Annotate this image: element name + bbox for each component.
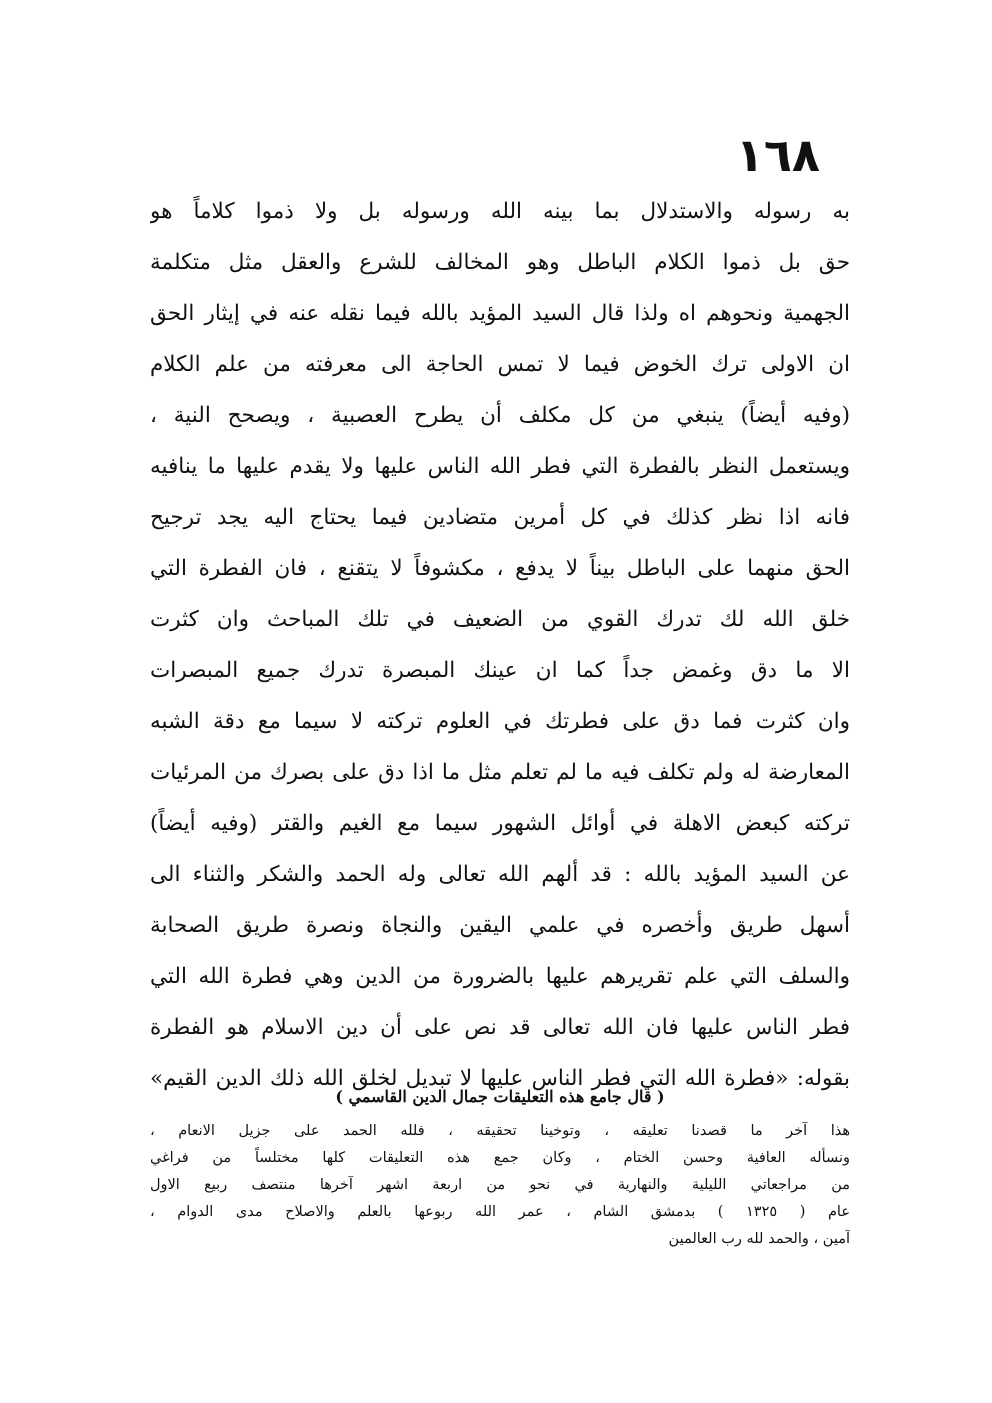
footnote-line: آمين ، والحمد لله رب العالمين — [668, 1231, 850, 1247]
text-line: به رسوله والاستدلال بما بينه الله ورسوله بل ولا ذموا كلاماً هو — [150, 199, 850, 224]
text-line: الا ما دق وغمض جداً كما ان عينك المبصرة تدرك جميع المبصرات — [150, 658, 850, 683]
text-line: الحق منهما على الباطل بيناً لا يدفع ، مكشوفاً لا يتقنع ، فان الفطرة التي — [150, 556, 850, 581]
main-text-block — [150, 186, 850, 1104]
text-line: (وفيه أيضاً) ينبغي من كل مكلف أن يطرح العصبية ، ويصحح النية ، — [150, 403, 850, 428]
text-line: وان كثرت فما دق على فطرتك في العلوم تركته لا سيما مع دقة الشبه — [150, 709, 850, 734]
footnote-line: عام ( ١٣٢٥ ) بدمشق الشام ، عمر الله ربوعها بالعلم والاصلاح مدى الدوام ، — [150, 1204, 850, 1220]
footnote-line: ونسأله العافية وحسن الختام ، وكان جمع هذه التعليقات كلها مختلساً من فراغي — [150, 1150, 850, 1166]
text-line: ان الاولى ترك الخوض فيما لا تمس الحاجة الى معرفته من علم الكلام — [150, 352, 850, 377]
text-line: والسلف التي علم تقريرهم عليها بالضرورة من الدين وهي فطرة الله التي — [150, 964, 850, 989]
text-line: الجهمية ونحوهم اه ولذا قال السيد المؤيد بالله فيما نقله عنه في إيثار الحق — [150, 301, 850, 326]
footnote-line: هذا آخر ما قصدنا تعليقه ، وتوخينا تحقيقه ، فلله الحمد على جزيل الانعام ، — [150, 1123, 850, 1139]
footnote-line: من مراجعاتي الليلية والنهارية في نحو من اربعة اشهر آخرها منتصف ربيع الاول — [150, 1177, 850, 1193]
text-line: أسهل طريق وأخصره في علمي اليقين والنجاة ونصرة طريق الصحابة — [150, 913, 850, 938]
text-line: خلق الله لك تدرك القوي من الضعيف في تلك المباحث وان كثرت — [150, 607, 850, 632]
text-line: تركته كبعض الاهلة في أوائل الشهور سيما مع الغيم والقتر (وفيه أيضاً) — [150, 811, 850, 836]
text-line: حق بل ذموا الكلام الباطل وهو المخالف للشرع والعقل مثل متكلمة — [150, 250, 850, 275]
text-line: بقوله: «فطرة الله التي فطر الناس عليها لا تبديل لخلق الله ذلك الدين القيم» — [150, 1066, 850, 1091]
page-number: ١٦٨ — [735, 128, 820, 182]
text-line: المعارضة له ولم تكلف فيه ما لم تعلم مثل ما اذا دق على بصرك من المرئيات — [150, 760, 850, 785]
footnote-block — [150, 1118, 850, 1253]
text-line: عن السيد المؤيد بالله : قد ألهم الله تعالى وله الحمد والشكر والثناء الى — [150, 862, 850, 887]
footnote-heading: ( قال جامع هذه التعليقات جمال الدين القاسمي ) — [335, 1087, 665, 1106]
text-line: فطر الناس عليها فان الله تعالى قد نص على أن دين الاسلام هو الفطرة — [150, 1015, 850, 1040]
text-line: فانه اذا نظر كذلك في كل أمرين متضادين فيما يحتاج اليه يجد ترجيح — [150, 505, 850, 530]
text-line: ويستعمل النظر بالفطرة التي فطر الله الناس عليها ولا يقدم عليها ما ينافيه — [150, 454, 850, 479]
